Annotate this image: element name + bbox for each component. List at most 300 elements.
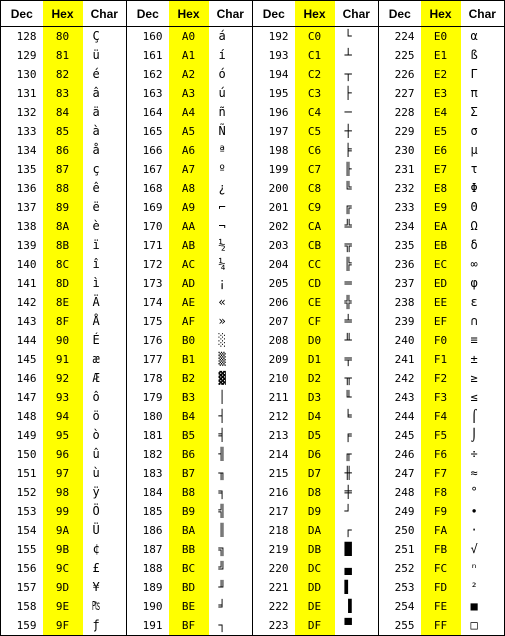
hex-cell: E0: [421, 27, 461, 47]
dec-cell: 165: [127, 122, 169, 141]
char-cell: █: [335, 540, 379, 559]
hex-cell: B7: [169, 464, 209, 483]
char-cell: ╘: [335, 407, 379, 426]
dec-cell: 134: [1, 141, 43, 160]
char-cell: ²: [461, 578, 505, 597]
char-cell: ╤: [335, 350, 379, 369]
char-cell: ▓: [209, 369, 253, 388]
char-cell: »: [209, 312, 253, 331]
hex-cell: EF: [421, 312, 461, 331]
char-cell: í: [209, 46, 253, 65]
hex-cell: 9B: [43, 540, 83, 559]
hex-cell: F5: [421, 426, 461, 445]
table-row: [1, 141, 505, 160]
dec-cell: 136: [1, 179, 43, 198]
hex-cell: F6: [421, 445, 461, 464]
char-cell: °: [461, 483, 505, 502]
char-cell: ¥: [83, 578, 127, 597]
char-cell: æ: [83, 350, 127, 369]
hex-cell: 95: [43, 426, 83, 445]
dec-cell: 217: [253, 502, 295, 521]
table-row: [1, 122, 505, 141]
table-row: [1, 179, 505, 198]
hex-cell: A6: [169, 141, 209, 160]
hex-cell: CB: [295, 236, 335, 255]
table-row: [1, 616, 505, 636]
table-row: [1, 65, 505, 84]
char-cell: ╝: [209, 559, 253, 578]
char-cell: ┤: [209, 407, 253, 426]
table-row: [1, 464, 505, 483]
column-header-dec: Dec: [379, 1, 421, 27]
hex-cell: B3: [169, 388, 209, 407]
dec-cell: 188: [127, 559, 169, 578]
dec-cell: 191: [127, 616, 169, 636]
column-header-char: Char: [335, 1, 379, 27]
hex-cell: 89: [43, 198, 83, 217]
char-cell: τ: [461, 160, 505, 179]
char-cell: Γ: [461, 65, 505, 84]
dec-cell: 230: [379, 141, 421, 160]
hex-cell: FF: [421, 616, 461, 636]
hex-cell: C3: [295, 84, 335, 103]
dec-cell: 149: [1, 426, 43, 445]
dec-cell: 241: [379, 350, 421, 369]
dec-cell: 148: [1, 407, 43, 426]
dec-cell: 131: [1, 84, 43, 103]
dec-cell: 207: [253, 312, 295, 331]
char-cell: ê: [83, 179, 127, 198]
char-cell: Ö: [83, 502, 127, 521]
dec-cell: 198: [253, 141, 295, 160]
char-cell: ±: [461, 350, 505, 369]
dec-cell: 142: [1, 293, 43, 312]
dec-cell: 197: [253, 122, 295, 141]
hex-cell: B1: [169, 350, 209, 369]
dec-cell: 244: [379, 407, 421, 426]
table-row: [1, 369, 505, 388]
dec-cell: 235: [379, 236, 421, 255]
char-cell: é: [83, 65, 127, 84]
hex-cell: E5: [421, 122, 461, 141]
hex-cell: 94: [43, 407, 83, 426]
char-cell: Ñ: [209, 122, 253, 141]
dec-cell: 224: [379, 27, 421, 47]
dec-cell: 228: [379, 103, 421, 122]
char-cell: └: [335, 27, 379, 47]
table-row: [1, 103, 505, 122]
hex-cell: 97: [43, 464, 83, 483]
char-cell: ■: [461, 597, 505, 616]
dec-cell: 155: [1, 540, 43, 559]
hex-cell: A3: [169, 84, 209, 103]
char-cell: ╙: [335, 388, 379, 407]
hex-cell: 8C: [43, 255, 83, 274]
char-cell: ¡: [209, 274, 253, 293]
char-cell: ─: [335, 103, 379, 122]
hex-cell: E4: [421, 103, 461, 122]
dec-cell: 169: [127, 198, 169, 217]
hex-cell: A1: [169, 46, 209, 65]
table-row: [1, 312, 505, 331]
char-cell: √: [461, 540, 505, 559]
hex-cell: F4: [421, 407, 461, 426]
dec-cell: 243: [379, 388, 421, 407]
table-row: [1, 426, 505, 445]
char-cell: ≡: [461, 331, 505, 350]
dec-cell: 209: [253, 350, 295, 369]
hex-cell: EA: [421, 217, 461, 236]
dec-cell: 156: [1, 559, 43, 578]
hex-cell: D1: [295, 350, 335, 369]
hex-cell: FE: [421, 597, 461, 616]
table-row: [1, 255, 505, 274]
dec-cell: 182: [127, 445, 169, 464]
char-cell: ï: [83, 236, 127, 255]
hex-cell: F9: [421, 502, 461, 521]
dec-cell: 229: [379, 122, 421, 141]
hex-cell: B0: [169, 331, 209, 350]
hex-cell: E3: [421, 84, 461, 103]
char-cell: û: [83, 445, 127, 464]
char-cell: ╖: [209, 464, 253, 483]
dec-cell: 173: [127, 274, 169, 293]
dec-cell: 141: [1, 274, 43, 293]
dec-cell: 222: [253, 597, 295, 616]
char-cell: ù: [83, 464, 127, 483]
hex-cell: FA: [421, 521, 461, 540]
hex-cell: D4: [295, 407, 335, 426]
char-cell: ▐: [335, 597, 379, 616]
char-cell: ╩: [335, 217, 379, 236]
dec-cell: 159: [1, 616, 43, 636]
hex-cell: 8B: [43, 236, 83, 255]
dec-cell: 214: [253, 445, 295, 464]
hex-cell: EE: [421, 293, 461, 312]
hex-cell: B5: [169, 426, 209, 445]
char-cell: ╟: [335, 160, 379, 179]
dec-cell: 248: [379, 483, 421, 502]
hex-cell: C1: [295, 46, 335, 65]
dec-cell: 245: [379, 426, 421, 445]
char-cell: ┴: [335, 46, 379, 65]
dec-cell: 205: [253, 274, 295, 293]
dec-cell: 177: [127, 350, 169, 369]
char-cell: ú: [209, 84, 253, 103]
dec-cell: 160: [127, 27, 169, 47]
dec-cell: 242: [379, 369, 421, 388]
char-cell: ╨: [335, 331, 379, 350]
dec-cell: 231: [379, 160, 421, 179]
table-row: [1, 293, 505, 312]
char-cell: ╫: [335, 464, 379, 483]
hex-cell: 85: [43, 122, 83, 141]
hex-cell: 86: [43, 141, 83, 160]
column-header-dec: Dec: [1, 1, 43, 27]
dec-cell: 146: [1, 369, 43, 388]
dec-cell: 140: [1, 255, 43, 274]
hex-cell: F2: [421, 369, 461, 388]
hex-cell: CE: [295, 293, 335, 312]
column-header-hex: Hex: [295, 1, 335, 27]
dec-cell: 129: [1, 46, 43, 65]
table-row: [1, 331, 505, 350]
char-cell: Å: [83, 312, 127, 331]
char-cell: ╣: [209, 502, 253, 521]
dec-cell: 189: [127, 578, 169, 597]
char-cell: ╒: [335, 426, 379, 445]
hex-cell: E1: [421, 46, 461, 65]
hex-cell: A5: [169, 122, 209, 141]
char-cell: ╥: [335, 369, 379, 388]
table-row: [1, 578, 505, 597]
char-cell: │: [209, 388, 253, 407]
hex-cell: DB: [295, 540, 335, 559]
table-row: [1, 388, 505, 407]
hex-cell: D5: [295, 426, 335, 445]
dec-cell: 253: [379, 578, 421, 597]
hex-cell: 9C: [43, 559, 83, 578]
dec-cell: 221: [253, 578, 295, 597]
char-cell: ô: [83, 388, 127, 407]
dec-cell: 170: [127, 217, 169, 236]
dec-cell: 151: [1, 464, 43, 483]
hex-cell: AB: [169, 236, 209, 255]
header-row: [1, 1, 505, 27]
hex-cell: 8D: [43, 274, 83, 293]
dec-cell: 250: [379, 521, 421, 540]
dec-cell: 185: [127, 502, 169, 521]
dec-cell: 154: [1, 521, 43, 540]
dec-cell: 234: [379, 217, 421, 236]
char-cell: ▌: [335, 578, 379, 597]
dec-cell: 153: [1, 502, 43, 521]
table-row: [1, 407, 505, 426]
hex-cell: EB: [421, 236, 461, 255]
hex-cell: FC: [421, 559, 461, 578]
char-cell: ╠: [335, 255, 379, 274]
hex-cell: AA: [169, 217, 209, 236]
hex-cell: 99: [43, 502, 83, 521]
hex-cell: F8: [421, 483, 461, 502]
dec-cell: 163: [127, 84, 169, 103]
char-cell: ≥: [461, 369, 505, 388]
char-cell: ╕: [209, 483, 253, 502]
table-row: [1, 46, 505, 65]
hex-cell: CA: [295, 217, 335, 236]
table-row: [1, 27, 505, 47]
column-header-char: Char: [461, 1, 505, 27]
dec-cell: 167: [127, 160, 169, 179]
char-cell: ▄: [335, 559, 379, 578]
hex-cell: 8E: [43, 293, 83, 312]
hex-cell: BF: [169, 616, 209, 636]
hex-cell: E2: [421, 65, 461, 84]
char-cell: ò: [83, 426, 127, 445]
char-cell: Ç: [83, 27, 127, 47]
hex-cell: B8: [169, 483, 209, 502]
char-cell: ┼: [335, 122, 379, 141]
dec-cell: 147: [1, 388, 43, 407]
hex-cell: D0: [295, 331, 335, 350]
char-cell: ¢: [83, 540, 127, 559]
char-cell: Φ: [461, 179, 505, 198]
dec-cell: 232: [379, 179, 421, 198]
char-cell: Ω: [461, 217, 505, 236]
char-cell: ║: [209, 521, 253, 540]
table-row: [1, 274, 505, 293]
dec-cell: 164: [127, 103, 169, 122]
char-cell: ░: [209, 331, 253, 350]
hex-cell: DD: [295, 578, 335, 597]
hex-cell: B4: [169, 407, 209, 426]
dec-cell: 251: [379, 540, 421, 559]
hex-cell: E8: [421, 179, 461, 198]
char-cell: ╓: [335, 445, 379, 464]
hex-cell: 88: [43, 179, 83, 198]
column-header-dec: Dec: [253, 1, 295, 27]
dec-cell: 254: [379, 597, 421, 616]
hex-cell: CC: [295, 255, 335, 274]
hex-cell: A9: [169, 198, 209, 217]
char-cell: ü: [83, 46, 127, 65]
dec-cell: 180: [127, 407, 169, 426]
hex-cell: C5: [295, 122, 335, 141]
column-header-hex: Hex: [169, 1, 209, 27]
dec-cell: 220: [253, 559, 295, 578]
table-row: [1, 84, 505, 103]
char-cell: ╚: [335, 179, 379, 198]
dec-cell: 215: [253, 464, 295, 483]
hex-cell: F1: [421, 350, 461, 369]
dec-cell: 194: [253, 65, 295, 84]
dec-cell: 255: [379, 616, 421, 636]
char-cell: Æ: [83, 369, 127, 388]
column-header-dec: Dec: [127, 1, 169, 27]
column-header-hex: Hex: [43, 1, 83, 27]
hex-cell: EC: [421, 255, 461, 274]
table-row: [1, 217, 505, 236]
dec-cell: 204: [253, 255, 295, 274]
hex-cell: E9: [421, 198, 461, 217]
dec-cell: 219: [253, 540, 295, 559]
char-cell: ƒ: [83, 616, 127, 636]
char-cell: ¿: [209, 179, 253, 198]
dec-cell: 247: [379, 464, 421, 483]
table-row: [1, 483, 505, 502]
dec-cell: 252: [379, 559, 421, 578]
char-cell: à: [83, 122, 127, 141]
char-cell: α: [461, 27, 505, 47]
hex-cell: 83: [43, 84, 83, 103]
char-cell: ╔: [335, 198, 379, 217]
char-cell: ë: [83, 198, 127, 217]
dec-cell: 162: [127, 65, 169, 84]
dec-cell: 145: [1, 350, 43, 369]
char-cell: â: [83, 84, 127, 103]
hex-cell: B9: [169, 502, 209, 521]
dec-cell: 166: [127, 141, 169, 160]
hex-cell: D9: [295, 502, 335, 521]
hex-cell: F3: [421, 388, 461, 407]
char-cell: ▒: [209, 350, 253, 369]
char-cell: ╪: [335, 483, 379, 502]
hex-cell: ED: [421, 274, 461, 293]
dec-cell: 203: [253, 236, 295, 255]
hex-cell: 9E: [43, 597, 83, 616]
char-cell: δ: [461, 236, 505, 255]
dec-cell: 139: [1, 236, 43, 255]
table-row: [1, 521, 505, 540]
hex-cell: C8: [295, 179, 335, 198]
char-cell: £: [83, 559, 127, 578]
dec-cell: 181: [127, 426, 169, 445]
char-cell: □: [461, 616, 505, 636]
hex-cell: 9D: [43, 578, 83, 597]
dec-cell: 200: [253, 179, 295, 198]
dec-cell: 172: [127, 255, 169, 274]
hex-cell: D2: [295, 369, 335, 388]
char-cell: ╛: [209, 597, 253, 616]
hex-cell: AF: [169, 312, 209, 331]
char-cell: ¬: [209, 217, 253, 236]
dec-cell: 206: [253, 293, 295, 312]
char-cell: ╞: [335, 141, 379, 160]
hex-cell: B2: [169, 369, 209, 388]
char-cell: Θ: [461, 198, 505, 217]
char-cell: ε: [461, 293, 505, 312]
hex-cell: D3: [295, 388, 335, 407]
dec-cell: 133: [1, 122, 43, 141]
dec-cell: 176: [127, 331, 169, 350]
hex-cell: 93: [43, 388, 83, 407]
hex-cell: AE: [169, 293, 209, 312]
hex-cell: 9F: [43, 616, 83, 636]
hex-cell: 87: [43, 160, 83, 179]
dec-cell: 223: [253, 616, 295, 636]
dec-cell: 192: [253, 27, 295, 47]
char-cell: ₧: [83, 597, 127, 616]
dec-cell: 238: [379, 293, 421, 312]
hex-cell: CD: [295, 274, 335, 293]
dec-cell: 212: [253, 407, 295, 426]
dec-cell: 138: [1, 217, 43, 236]
char-cell: Σ: [461, 103, 505, 122]
hex-cell: 81: [43, 46, 83, 65]
hex-cell: DC: [295, 559, 335, 578]
char-cell: ∙: [461, 502, 505, 521]
dec-cell: 218: [253, 521, 295, 540]
hex-cell: AC: [169, 255, 209, 274]
char-cell: ⌐: [209, 198, 253, 217]
dec-cell: 144: [1, 331, 43, 350]
dec-cell: 201: [253, 198, 295, 217]
dec-cell: 202: [253, 217, 295, 236]
hex-cell: 84: [43, 103, 83, 122]
dec-cell: 183: [127, 464, 169, 483]
char-cell: è: [83, 217, 127, 236]
dec-cell: 128: [1, 27, 43, 47]
hex-cell: FD: [421, 578, 461, 597]
hex-cell: A0: [169, 27, 209, 47]
dec-cell: 211: [253, 388, 295, 407]
dec-cell: 227: [379, 84, 421, 103]
char-cell: ñ: [209, 103, 253, 122]
dec-cell: 186: [127, 521, 169, 540]
dec-cell: 158: [1, 597, 43, 616]
char-cell: ┌: [335, 521, 379, 540]
column-header-char: Char: [209, 1, 253, 27]
